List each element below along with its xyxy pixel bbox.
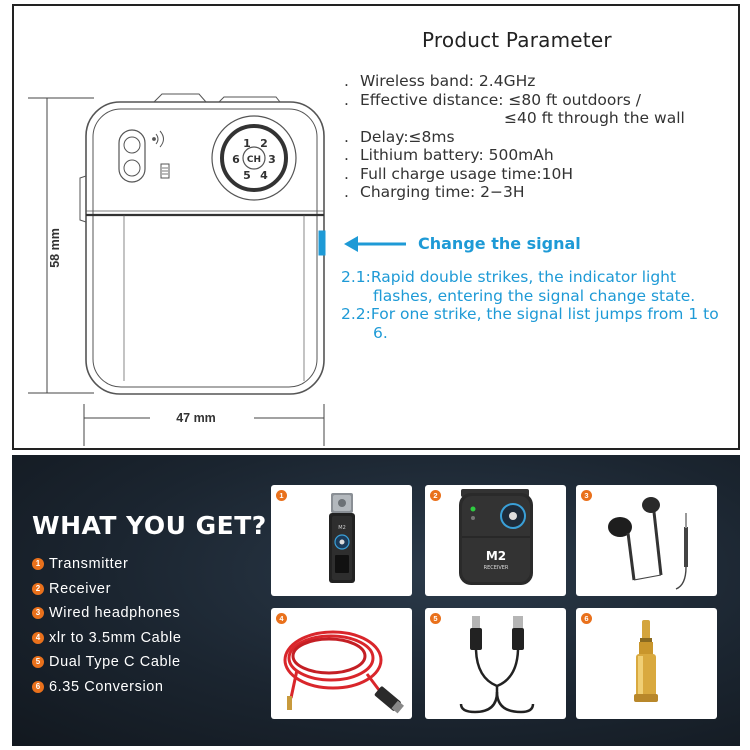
number-badge: 1 bbox=[32, 558, 44, 570]
receiver-card bbox=[425, 485, 566, 596]
list-item: 1 Transmitter bbox=[32, 552, 181, 577]
spec-title: Product Parameter bbox=[422, 28, 612, 52]
spec-line: . Full charge usage time:10H bbox=[344, 164, 573, 183]
number-badge: 3 bbox=[32, 607, 44, 619]
spec-line: . Delay:≤8ms bbox=[344, 127, 455, 146]
number-badge: 5 bbox=[32, 656, 44, 668]
dual-type-c-cable-card bbox=[425, 608, 566, 719]
number-badge: 2 bbox=[430, 490, 441, 501]
list-item: 3 Wired headphones bbox=[32, 601, 181, 626]
knob-number-1: 1 bbox=[243, 137, 251, 150]
conversion-adapter-image bbox=[576, 608, 717, 719]
list-item: 2 Receiver bbox=[32, 577, 181, 602]
number-badge: 5 bbox=[430, 613, 441, 624]
spec-line: . Effective distance: ≤80 ft outdoors / bbox=[344, 90, 641, 109]
signal-steps bbox=[341, 268, 736, 342]
receiver-image bbox=[425, 485, 566, 596]
xlr-cable-image bbox=[271, 608, 412, 719]
dual-type-c-cable-image bbox=[425, 608, 566, 719]
transmitter-image bbox=[271, 485, 412, 596]
spec-line-continuation: ≤40 ft through the wall bbox=[504, 109, 685, 127]
knob-center-label: CH bbox=[246, 155, 262, 165]
transmitter-label: M2 bbox=[338, 525, 346, 531]
conversion-adapter-card bbox=[576, 608, 717, 719]
height-dimension-label: 58 mm bbox=[48, 228, 62, 268]
package-item-list bbox=[32, 552, 181, 699]
receiver-model-label: M2 bbox=[485, 549, 507, 563]
knob-number-5: 5 bbox=[243, 169, 251, 182]
spec-line: . Wireless band: 2.4GHz bbox=[344, 72, 536, 90]
signal-step: 2.1:Rapid double strikes, the indicator light flashes, entering the signal change state. bbox=[341, 268, 696, 305]
signal-step: 2.2:For one strike, the signal list jumps from 1 to 6. bbox=[341, 305, 719, 342]
knob-number-3: 3 bbox=[268, 153, 276, 166]
width-dimension-label: 47 mm bbox=[176, 411, 216, 425]
left-arrow-icon bbox=[344, 236, 406, 252]
spec-line: . Lithium battery: 500mAh bbox=[344, 146, 554, 164]
number-badge: 1 bbox=[276, 490, 287, 501]
change-signal-callout bbox=[344, 233, 624, 255]
knob-number-6: 6 bbox=[232, 153, 240, 166]
device-line-drawing bbox=[14, 6, 344, 450]
spec-list bbox=[344, 72, 685, 202]
package-contents-panel bbox=[12, 455, 740, 746]
number-badge: 4 bbox=[32, 632, 44, 644]
list-item: 6 6.35 Conversion bbox=[32, 675, 181, 700]
knob-number-4: 4 bbox=[260, 169, 268, 182]
product-parameter-panel bbox=[12, 4, 740, 450]
list-item: 5 Dual Type C Cable bbox=[32, 650, 181, 675]
knob-number-2: 2 bbox=[260, 137, 268, 150]
package-title: WHAT YOU GET? bbox=[32, 511, 267, 540]
number-badge: 6 bbox=[581, 613, 592, 624]
transmitter-card bbox=[271, 485, 412, 596]
change-signal-heading: Change the signal bbox=[418, 234, 581, 253]
xlr-cable-card bbox=[271, 608, 412, 719]
list-item: 4 xlr to 3.5mm Cable bbox=[32, 626, 181, 651]
number-badge: 6 bbox=[32, 681, 44, 693]
receiver-sub-label: RECEIVER bbox=[483, 565, 509, 571]
number-badge: 3 bbox=[581, 490, 592, 501]
spec-line: . Charging time: 2−3H bbox=[344, 183, 525, 201]
number-badge: 4 bbox=[276, 613, 287, 624]
headphones-card bbox=[576, 485, 717, 596]
headphones-image bbox=[576, 485, 717, 596]
number-badge: 2 bbox=[32, 583, 44, 595]
